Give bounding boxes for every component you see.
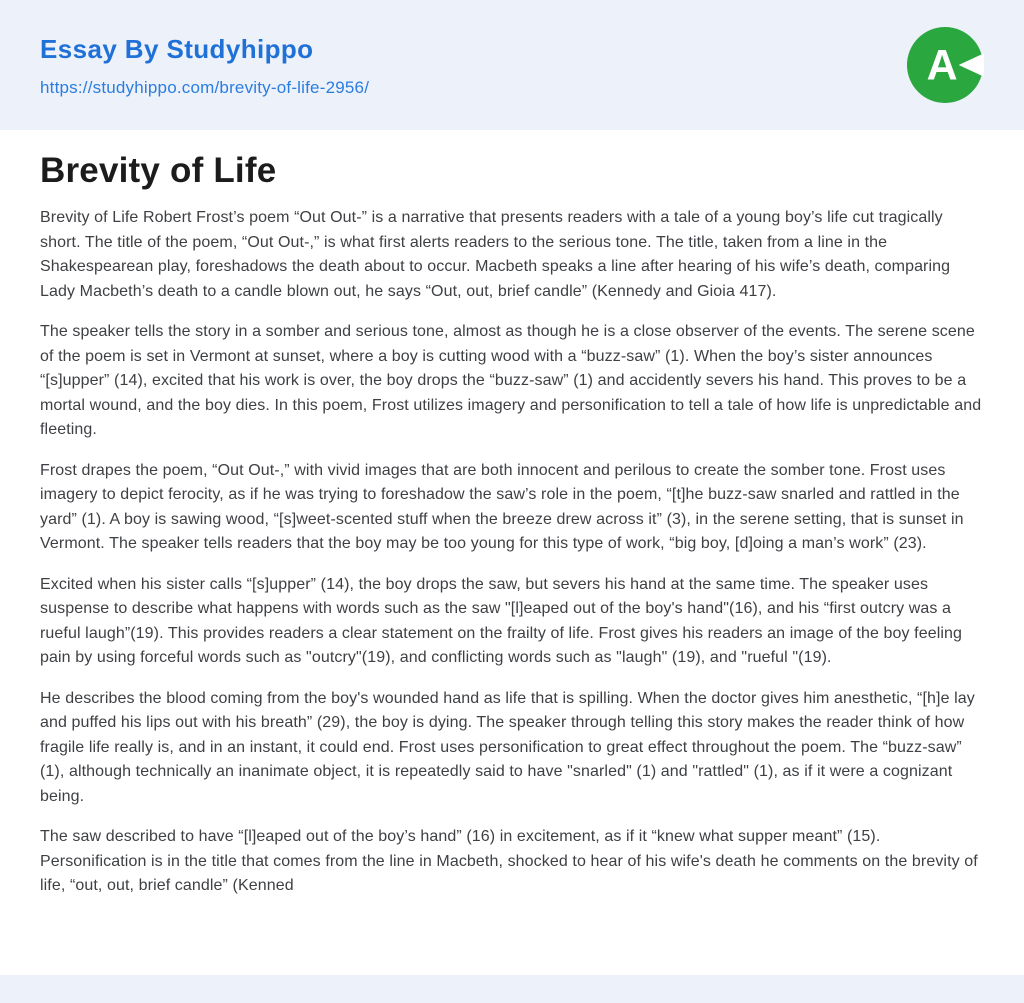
logo-circle [906, 26, 984, 104]
essay-paragraph: Brevity of Life Robert Frost’s poem “Out Out-” is a narrative that presents readers with a tale of a young boy’s life cut tragically short. The title of the poem, “Out Out-,” is what first alerts readers to the serious tone. The title, taken from a line in the Shakespearean play, foreshadows the death about to occur. Macbeth speaks a line after hearing of his wife’s death, comparing Lady Macbeth’s death to a candle blown out, he says “Out, out, brief candle” (Kennedy and Gioia 417). [40, 209, 951, 300]
essay-content [0, 130, 1024, 975]
logo-letter: A [926, 41, 958, 90]
essay-paragraph: Frost drapes the poem, “Out Out-,” with vivid images that are both innocent and perilous to create the somber tone. Frost uses imagery to depict ferocity, as if he was trying to foreshadow the saw’s role in the poem, “[t]he buzz-saw snarled and rattled in the yard” (1). A boy is sawing wood, “[s]weet-scented stuff when the breeze drew across it” (3), in the serene setting, that is sunset in Vermont. The speaker tells readers that the boy may be too young for this type of work, “big boy, [d]oing a man’s work” (23). [40, 461, 964, 552]
header-text-group [40, 32, 369, 98]
source-url-link[interactable]: https://studyhippo.com/brevity-of-life-2956/ [40, 78, 370, 97]
essay-paragraph: The speaker tells the story in a somber and serious tone, almost as though he is a close observer of the events. The serene scene of the poem is set in Vermont at sunset, where a boy is cutting wood with a “buzz-saw” (1). When the boy’s sister announces “[s]upper” (14), excited that his work is over, the boy drops the “buzz-saw” (1) and accidently severs his hand. This proves to be a mortal wound, and the boy dies. In this poem, Frost utilizes imagery and personification to tell a tale of how life is unpredictable and fleeting. [40, 323, 982, 438]
footer-strip [0, 975, 1024, 1003]
studyhippo-logo-icon[interactable] [906, 26, 984, 104]
essay-paragraph: He describes the blood coming from the boy's wounded hand as life that is spilling. When the doctor gives him anesthetic, “[h]e lay and puffed his lips out with his breath” (29), the boy is dying. The speaker through telling this story makes the reader think of how fragile life really is, and in an instant, it could end. Frost uses personification to great effect throughout the poem. The “buzz-saw” (1), although technically an inanimate object, it is repeatedly said to have "snarled" (1) and "rattled" (1), as if it were a cognizant being. [40, 689, 975, 805]
site-title: Essay By Studyhippo [40, 34, 314, 64]
site-header [0, 0, 1024, 130]
essay-title: Brevity of Life [40, 151, 277, 190]
essay-paragraph: The saw described to have “[l]eaped out of the boy’s hand” (16) in excitement, as if it “knew what supper meant” (15). Personification is in the title that comes from the line in Macbeth, shocked to hear of his wife's death he comments on the brevity of life, “out, out, brief candle” (Kenned [40, 828, 978, 894]
essay-paragraph: Excited when his sister calls “[s]upper” (14), the boy drops the saw, but severs his hand at the same time. The speaker uses suspense to describe what happens with words such as the saw "[l]eaped out of the boy's hand"(16), and his “first outcry was a rueful laugh”(19). This provides readers a clear statement on the frailty of life. Frost gives his readers an image of the boy feeling pain by using forceful words such as "outcry"(19), and conflicting words such as "laugh" (19), and "rueful "(19). [40, 575, 963, 666]
